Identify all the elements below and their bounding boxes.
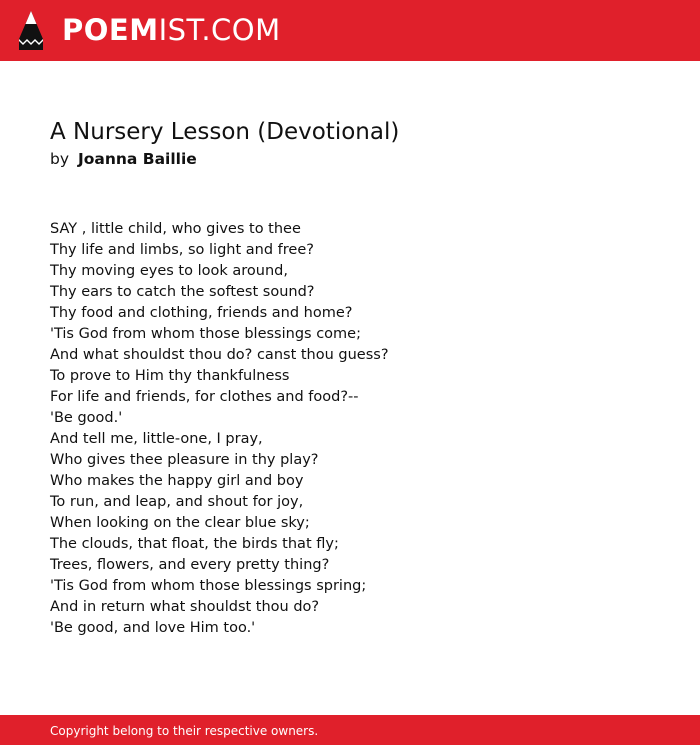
- poem-line: Who makes the happy girl and boy: [50, 473, 304, 489]
- author-name: Joanna Baillie: [77, 150, 197, 168]
- poem-line: And in return what shouldst thou do?: [50, 599, 320, 615]
- site-header: [0, 0, 700, 61]
- poem-line: 'Tis God from whom those blessings spring;: [50, 578, 367, 594]
- poem-line: Trees, flowers, and every pretty thing?: [50, 557, 330, 573]
- poem-line: To run, and leap, and shout for joy,: [50, 494, 304, 510]
- site-footer: [0, 715, 700, 745]
- poem-title: A Nursery Lesson (Devotional): [50, 119, 400, 145]
- by-label: by: [50, 150, 70, 168]
- poem-line: And tell me, little-one, I pray,: [50, 431, 263, 447]
- poem-line: 'Be good, and love Him too.': [50, 620, 256, 636]
- poem-line: Who gives thee pleasure in thy play?: [50, 452, 319, 468]
- copyright-text: Copyright belong to their respective owners.: [50, 724, 319, 738]
- poem-line: 'Be good.': [50, 410, 123, 426]
- poem-line: When looking on the clear blue sky;: [50, 515, 310, 531]
- site-logo[interactable]: [62, 13, 281, 47]
- poem-line: SAY , little child, who gives to thee: [50, 221, 301, 237]
- poem-line: To prove to Him thy thankfulness: [50, 368, 290, 384]
- poem-line: The clouds, that float, the birds that fly;: [50, 536, 339, 552]
- logo-light-text: IST.COM: [158, 13, 281, 47]
- poem-line: Thy life and limbs, so light and free?: [50, 242, 314, 258]
- poem-line: Thy food and clothing, friends and home?: [50, 305, 353, 321]
- pencil-tip-icon[interactable]: [18, 10, 44, 51]
- poem-line: Thy moving eyes to look around,: [50, 263, 288, 279]
- poem-line: And what shouldst thou do? canst thou guess?: [50, 347, 389, 363]
- poem-body: [50, 219, 389, 639]
- logo-strong-text: POEM: [62, 13, 159, 47]
- poem-line: 'Tis God from whom those blessings come;: [50, 326, 361, 342]
- poem-line: Thy ears to catch the softest sound?: [50, 284, 315, 300]
- byline: [50, 149, 197, 169]
- poem-line: For life and friends, for clothes and food?--: [50, 389, 359, 405]
